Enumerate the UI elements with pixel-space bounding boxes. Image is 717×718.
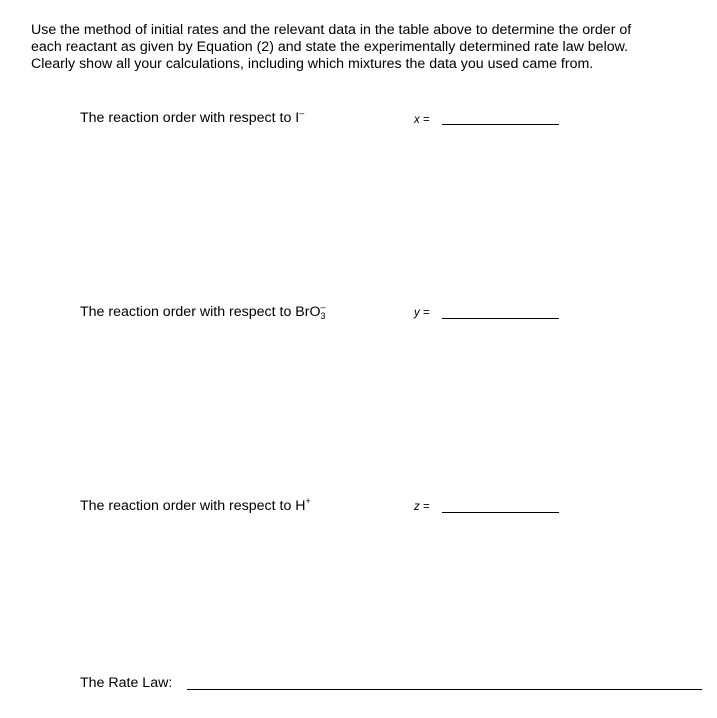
answer-line-x[interactable] bbox=[442, 124, 559, 125]
instructions-paragraph bbox=[31, 22, 701, 73]
order-label-hydrogen bbox=[80, 498, 311, 515]
species-bromate: BrO bbox=[295, 304, 321, 320]
order-label-bromate bbox=[80, 304, 326, 321]
variable-z: z bbox=[414, 501, 420, 513]
order-label-iodide bbox=[80, 110, 304, 127]
equals-sign: = bbox=[419, 307, 430, 319]
charge-bromate: – bbox=[320, 302, 326, 312]
answer-line-z[interactable] bbox=[442, 512, 559, 513]
answer-line-y[interactable] bbox=[442, 318, 559, 319]
charge-hydrogen: + bbox=[305, 496, 311, 506]
variable-y: y bbox=[414, 307, 420, 319]
rate-law-label: The Rate Law: bbox=[80, 675, 173, 691]
instructions-line-3: Clearly show all your calculations, including which mixtures the data you used came from. bbox=[31, 56, 594, 72]
species-hydrogen: H bbox=[295, 498, 306, 514]
subscript-bromate: 3 bbox=[320, 311, 326, 321]
instructions-line-1: Use the method of initial rates and the relevant data in the table above to determine the order of bbox=[31, 22, 632, 38]
rate-law-answer-line[interactable] bbox=[187, 689, 702, 690]
variable-y-label bbox=[414, 306, 430, 320]
variable-z-label bbox=[414, 500, 430, 514]
equals-sign: = bbox=[419, 114, 430, 126]
order-label-text: The reaction order with respect to bbox=[80, 498, 296, 514]
order-label-text: The reaction order with respect to bbox=[80, 304, 296, 320]
variable-x-label bbox=[414, 113, 430, 127]
order-label-text: The reaction order with respect to bbox=[80, 110, 296, 126]
species-iodide: I bbox=[295, 110, 300, 126]
charge-iodide: – bbox=[299, 108, 305, 118]
instructions-line-2: each reactant as given by Equation (2) and state the experimentally determined rate law below. bbox=[31, 39, 629, 55]
variable-x: x bbox=[414, 114, 420, 126]
equals-sign: = bbox=[419, 501, 430, 513]
